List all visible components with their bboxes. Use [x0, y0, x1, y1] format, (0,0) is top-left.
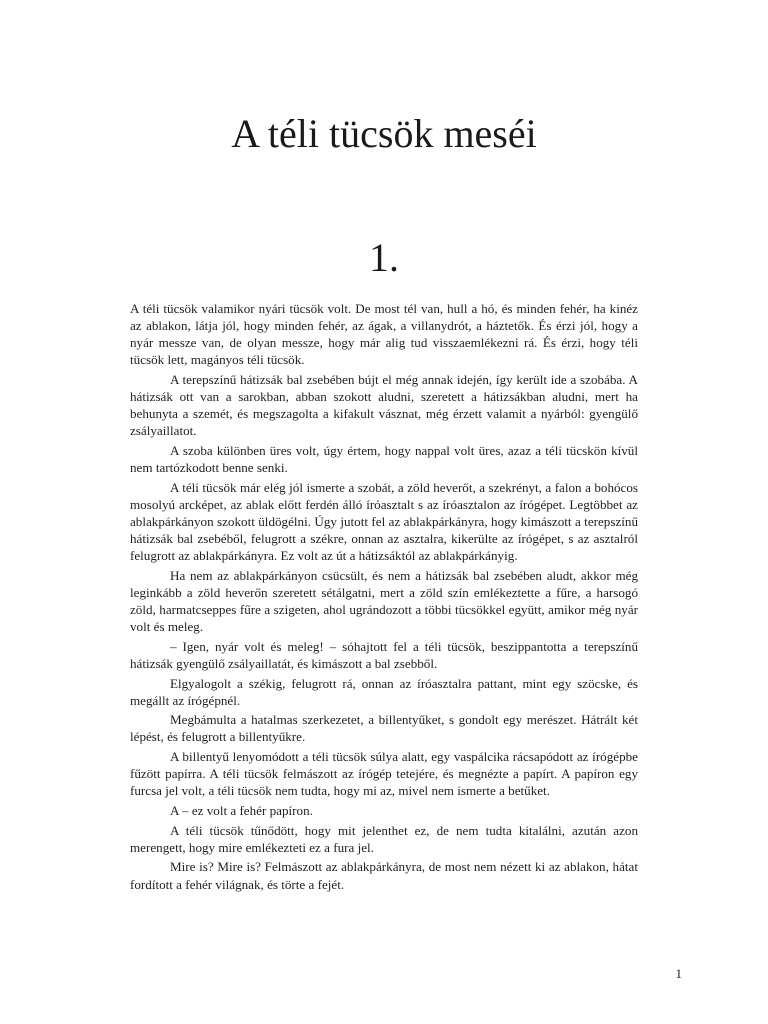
paragraph-4: A téli tücsök már elég jól ismerte a szobát, a zöld heverőt, a szekrényt, a falon a bohócos mosolyú arcképet, az ablak előtt ferdén álló íróasztalt s az íróasztalon az írógépet. Legtöbbet az ablakpárkányon szokott üldögélni. Úgy jutott fel az ablakpárkányra, hogy kimászott a terepszínű hátizsák bal zsebéből, felugrott a székre, onnan az asztalra, kikerülte az írógépet, s az asztalról felugrott az ablakpárkányra. Ez volt az út a hátizsáktól az ablakpárkányig.	[130, 479, 638, 564]
paragraph-10: A – ez volt a fehér papíron.	[170, 802, 313, 818]
paragraph-8: Megbámulta a hatalmas szerkezetet, a billentyűket, s gondolt egy merészet. Hátrált két lépést, és felugrott a billentyűkre.	[130, 712, 638, 745]
page-number: 1	[675, 966, 682, 981]
paragraph-12: Mire is? Mire is? Felmászott az ablakpárkányra, de most nem nézett ki az ablakon, hátat fordított a fehér világnak, és törte a fejét.	[130, 859, 638, 892]
paragraph-3: A szoba különben üres volt, úgy értem, hogy nappal volt üres, azaz a téli tücskön kívül nem tartózkodott benne senki.	[130, 442, 638, 476]
paragraph-7: Elgyalogolt a székig, felugrott rá, onnan az íróasztalra pattant, mint egy szöcske, és megállt az írógépnél.	[130, 675, 638, 708]
paragraph-9: A billentyű lenyomódott a téli tücsök súlya alatt, egy vaspálcika rácsapódott az írógépbe fűzött papírra. A téli tücsök felmászott az írógép tetejére, és megnézte a papírt. A papíron egy furcsa jel volt, a téli tücsök nem tudta, hogy mi az, mivel nem ismerte a betűket.	[130, 749, 638, 799]
paragraph-6: – Igen, nyár volt és meleg! – sóhajtott fel a téli tücsök, beszippantotta a terepszínű hátizsák gyengülő zsályaillatát, és kimászott a bal zsebből.	[130, 638, 638, 671]
paragraph-2: A terepszínű hátizsák bal zsebében bújt el még annak idején, így került ide a szobába. A hátizsák ott van a sarokban, abban szokott aludni, szeretett a hátizsákban aludni, mert ha behunyta a szemét, és megszagolta a kifakult vásznat, még érzett valamit a nyárból: gyengülő zsályaillatot.	[130, 371, 638, 439]
chapter-number: 1.	[369, 235, 399, 280]
paragraph-5: Ha nem az ablakpárkányon csücsült, és nem a hátizsák bal zsebében aludt, akkor még leginkább a zöld heverőn szeretett sétálgatni, mert a zöld szín emlékeztette a fűre, a harsogó zöld, harmatcseppes fűre a szigeten, ahol ugrándozott a többi tücsökkel együtt, amikor még nyár volt és meleg.	[130, 567, 638, 635]
body-text	[130, 300, 638, 895]
book-title: A téli tücsök meséi	[231, 111, 537, 156]
paragraph-1: A téli tücsök valamikor nyári tücsök volt. De most tél van, hull a hó, és minden fehér, ha kinéz az ablakon, látja jól, hogy minden fehér, az ágak, a villanydrót, a háztetők. És érzi jól, hogy a nyár messze van, de olyan messze, hogy már alig tud visszaemlékezni rá. És érzi, hogy téli tücsök lett, magányos téli tücsök.	[130, 301, 638, 368]
paragraph-11: A téli tücsök tűnődött, hogy mit jelenthet ez, de nem tudta kitalálni, azután azon merengett, hogy mire emlékezteti ez a fura jel.	[130, 822, 638, 855]
